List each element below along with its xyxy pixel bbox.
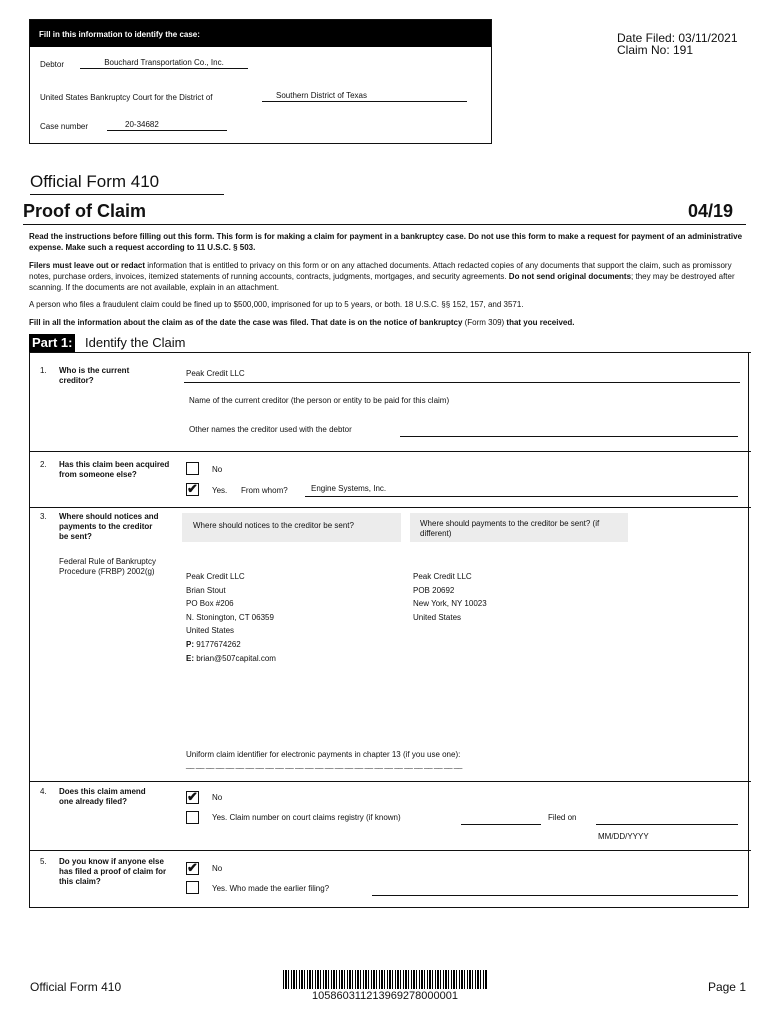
claim-number: Claim No: 191 <box>617 43 694 57</box>
other-names-field[interactable] <box>400 424 738 437</box>
instructions-p2: Filers must leave out or redact information that is entitled to privacy on this form or on any attached documents. Attach redacted copies of any documents that support the claim, such as promissory notes, purchase orders, invoices, itemized statements of running accounts, contracts, judgments, mortgages, and security agreements. Do not send original documents; they may be destroyed after scanning. If the documents are not available, explain in an attachment. <box>29 261 735 292</box>
notices-header: Where should notices to the creditor be sent? <box>182 513 401 542</box>
part1-label: Part 1: <box>29 334 75 352</box>
payment-address1: POB 20692 <box>413 585 455 595</box>
divider-q1-q2 <box>29 451 751 452</box>
title-rule <box>23 224 746 225</box>
case-number-field[interactable]: 20-34682 <box>107 120 227 131</box>
q5-no-label: No <box>212 864 223 873</box>
q5-question: Do you know if anyone else has filed a proof of claim for this claim? <box>59 857 167 886</box>
q5-number: 5. <box>40 857 47 866</box>
q4-date-format: MM/DD/YYYY <box>598 832 649 841</box>
notice-address2: N. Stonington, CT 06359 <box>186 612 274 622</box>
form-number: Official Form 410 <box>30 172 224 195</box>
payment-name: Peak Credit LLC <box>413 572 472 581</box>
case-info-header: Fill in this information to identify the case: <box>30 20 491 47</box>
uci-field[interactable]: __ __ __ __ __ __ __ __ __ __ __ __ __ __ __ __ __ __ __ __ __ __ __ __ __ __ __ __ <box>186 760 462 769</box>
footer-form-number: Official Form 410 <box>30 980 122 994</box>
notice-country: United States <box>186 626 235 636</box>
q1-number: 1. <box>40 366 47 375</box>
notice-email: E: brian@507capital.com <box>186 653 276 663</box>
q4-claim-number-field[interactable] <box>461 813 541 825</box>
debtor-field[interactable]: Bouchard Transportation Co., Inc. <box>80 58 248 69</box>
form-version: 04/19 <box>687 201 733 221</box>
q2-from-whom-label: From whom? <box>241 486 288 495</box>
court-label: United States Bankruptcy Court for the District of <box>40 93 213 102</box>
q2-yes-checkbox[interactable] <box>186 483 199 496</box>
divider-q3-q4 <box>29 781 751 782</box>
divider-q4-q5 <box>29 850 751 851</box>
q2-no-label: No <box>212 465 223 474</box>
q4-filed-on-field[interactable] <box>596 813 738 825</box>
case-info-box <box>29 19 492 144</box>
instructions-p3: A person who files a fraudulent claim could be fined up to $500,000, imprisoned for up to 5 years, or both. 18 U.S.C. §§ 152, 157, and 3571. <box>29 300 524 309</box>
barcode-image <box>283 970 487 989</box>
page-number: Page 1 <box>707 980 746 994</box>
payment-address2: New York, NY 10023 <box>413 599 487 609</box>
q4-yes-checkbox[interactable] <box>186 811 199 824</box>
payment-address-block <box>413 570 487 624</box>
q4-no-label: No <box>212 793 223 802</box>
q4-number: 4. <box>40 787 47 796</box>
barcode-number: 105860311213969278000001 <box>311 990 458 1002</box>
q5-no-checkbox[interactable] <box>186 862 199 875</box>
notice-address-block <box>186 570 276 665</box>
q4-yes-label: Yes. Claim number on court claims registry (if known) <box>212 813 401 822</box>
creditor-name-field[interactable]: Peak Credit LLC <box>184 369 740 383</box>
date-filed: Date Filed: 03/11/2021 <box>617 31 738 45</box>
notice-phone: P: 9177674262 <box>186 639 241 649</box>
q4-no-checkbox[interactable] <box>186 791 199 804</box>
creditor-name-hint: Name of the current creditor (the person or entity to be paid for this claim) <box>189 396 450 405</box>
court-district-field[interactable]: Southern District of Texas <box>262 91 467 102</box>
notice-contact: Brian Stout <box>186 585 226 595</box>
instructions-p4: Fill in all the information about the claim as of the date the case was filed. That date is on the notice of bankruptcy (Form 309) that you received. <box>29 318 575 327</box>
debtor-label: Debtor <box>40 60 65 69</box>
q2-question: Has this claim been acquired from someone else? <box>59 460 170 479</box>
part1-title: Identify the Claim <box>85 335 186 350</box>
q4-question: Does this claim amend one already filed? <box>59 787 146 806</box>
notice-name: Peak Credit LLC <box>186 572 245 581</box>
q2-from-whom-field[interactable]: Engine Systems, Inc. <box>305 484 738 497</box>
payments-header: Where should payments to the creditor be sent? (if different) <box>410 513 628 542</box>
notice-address1: PO Box #206 <box>186 599 234 609</box>
q3-rule-reference: Federal Rule of Bankruptcy Procedure (FRBP) 2002(g) <box>59 557 156 576</box>
q2-no-checkbox[interactable] <box>186 462 199 475</box>
uci-label: Uniform claim identifier for electronic payments in chapter 13 (if you use one): <box>186 750 461 759</box>
payment-country: United States <box>413 612 462 622</box>
q1-question: Who is the current creditor? <box>59 366 130 385</box>
q3-number: 3. <box>40 512 47 521</box>
q4-filed-on-label: Filed on <box>548 813 577 822</box>
instructions-p1: Read the instructions before filling out this form. This form is for making a claim for payment in a bankruptcy case. Do not use this form to make a request for payment of an administrative expense. Make such a request according to 11 U.S.C. § 503. <box>29 232 743 252</box>
form-title: Proof of Claim <box>23 201 147 221</box>
q5-yes-label: Yes. Who made the earlier filing? <box>212 884 330 893</box>
other-names-label: Other names the creditor used with the debtor <box>189 425 352 434</box>
divider-q2-q3 <box>29 507 751 508</box>
q5-earlier-filing-field[interactable] <box>372 883 738 896</box>
q2-number: 2. <box>40 460 47 469</box>
q5-yes-checkbox[interactable] <box>186 881 199 894</box>
case-number-label: Case number <box>40 122 89 131</box>
q3-question: Where should notices and payments to the creditor be sent? <box>59 512 159 541</box>
q2-yes-label: Yes. <box>212 486 228 495</box>
